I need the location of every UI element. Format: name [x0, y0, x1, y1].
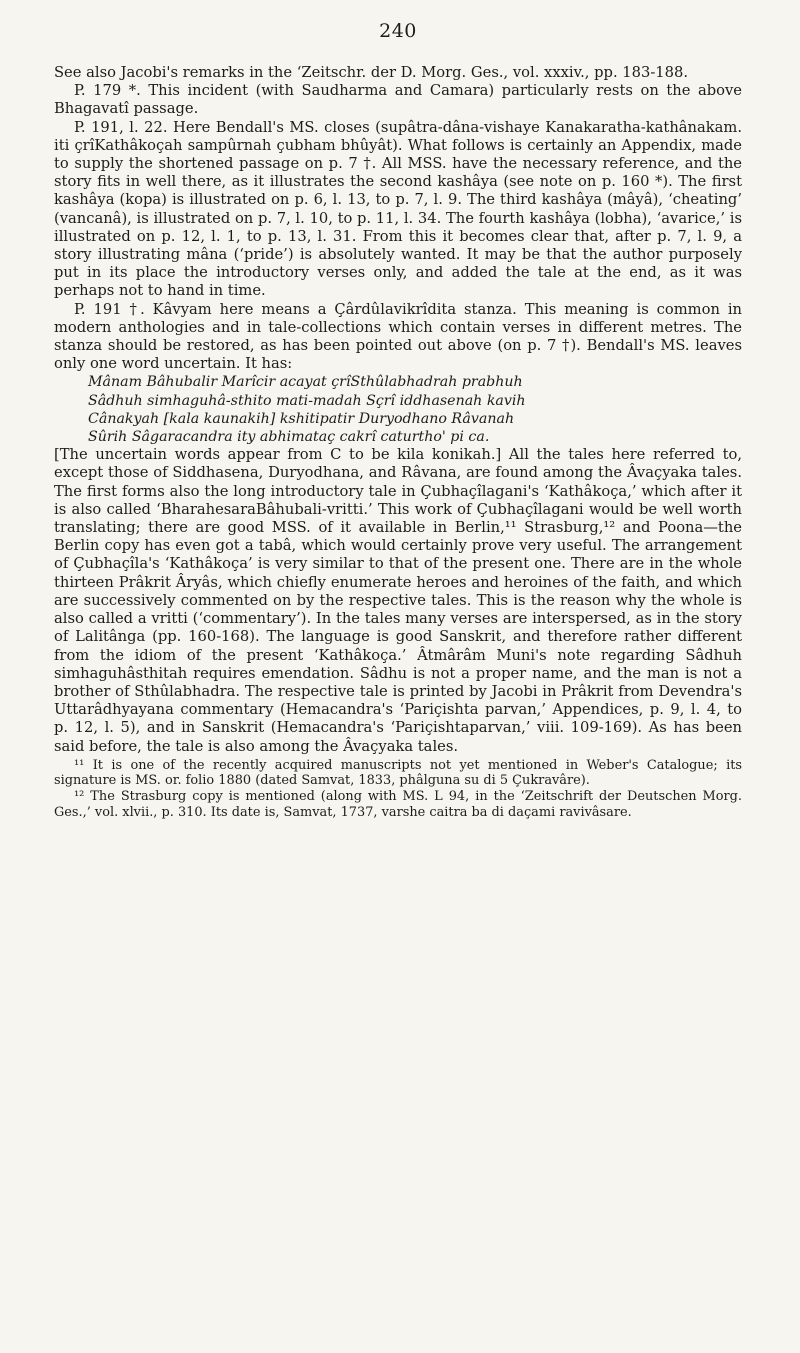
paragraph-uncertain-words: [The uncertain words appear from C to be kila konikah.] All the tales here referred to, except those of Siddhasena, Duryodhana, and Râvana, are found among the Âvaçyaka tales. The first forms also the long introductory tale in Çubhaçîlagani's ‘Kathâkoça,’ which after it is also called ‘BharahesaraBâhubali-vritti.’ This work of Çubhaçîlagani would be well worth translating; there are good MSS. of it available in Berlin,¹¹ Strasburg,¹² and Poona—the Berlin copy has even got a tabâ, which would certainly prove very useful. The arrangement of Çubhaçîla's ‘Kathâkoça’ is very similar to that of the present one. There are in the whole thirteen Prâkrit Âryâs, which chiefly enumerate heroes and heroines of the faith, and which are successively commented on by the respective tales. This is the reason why the whole is also called a vritti (‘commentary’). In the tales many verses are interspersed, as in the story of Lalitânga (pp. 160-168). The language is good Sanskrit, and therefore rather different from the idiom of the present ‘Kathâkoça.’ Âtmârâm Muni's note regarding Sâdhuh simhaguhâsthitah requires emendation. Sâdhu is not a proper name, and the man is not a brother of Sthûlabhadra. The respective tale is printed by Jacobi in Prâkrit from Devendra's Uttarâdhyayana commentary (Hemacandra's ‘Pariçishta parvan,’ Appendices, p. 9, l. 4, to p. 12, l. 5), and in Sanskrit (Hemacandra's ‘Pariçishtaparvan,’ viii. 109-169). As has been said before, the tale is also among the Âvaçyaka tales.	[54, 446, 742, 755]
verse-line: Sûrih Sâgaracandra ity abhimataç cakrî caturtho' pi ca.	[88, 429, 490, 446]
verse-line: Mânam Bâhubalir Marîcir acayat çrîSthûlabhadrah prabhuh	[88, 374, 523, 391]
sanskrit-verse	[54, 373, 742, 446]
page-number: 240	[379, 20, 417, 42]
footnote-11: ¹¹ It is one of the recently acquired manuscripts not yet mentioned in Weber's Catalogue; its signature is MS. or. folio 1880 (dated Samvat, 1833, phâlguna su di 5 Çukravâre).	[54, 757, 742, 789]
main-text	[54, 64, 742, 756]
footnote-12: ¹² The Strasburg copy is mentioned (along with MS. L 94, in the ‘Zeitschrift der Deutschen Morg. Ges.,’ vol. xlvii., p. 310. Its date is, Samvat, 1737, varshe caitra ba di daçami ravivâsare.	[54, 788, 742, 820]
paragraph-p191-dagger-note: P. 191 †. Kâvyam here means a Çârdûlavikrîdita stanza. This meaning is common in modern anthologies and in tale-collections which contain verses in different metres. The stanza should be restored, as has been pointed out above (on p. 7 †). Bendall's MS. leaves only one word uncertain. It has:	[54, 300, 742, 373]
paragraph-p179-note: P. 179 *. This incident (with Saudharma and Camara) particularly rests on the above Bhagavatî passage.	[54, 82, 742, 118]
footnotes	[54, 758, 742, 820]
verse-line: Cânakyah [kala kaunakih] kshitipatir Duryodhano Râvanah	[88, 410, 515, 427]
paragraph-p191-note: P. 191, l. 22. Here Bendall's MS. closes (supâtra-dâna-vishaye Kanakaratha-kathânakam. iti çrîKathâkoçah sampûrnah çubham bhûyât). What follows is certainly an Appendix, made to supply the shortened passage on p. 7 †. All MSS. have the necessary reference, and the story fits in well there, as it illustrates the second kashâya (see note on p. 160 *). The first kashâya (kopa) is illustrated on p. 6, l. 13, to p. 7, l. 9. The third kashâya (mâyâ), ‘cheating’ (vancanâ), is illustrated on p. 7, l. 10, to p. 11, l. 34. The fourth kashâya (lobha), ‘avarice,’ is illustrated on p. 12, l. 1, to p. 13, l. 31. From this it becomes clear that, after p. 7, l. 9, a story illustrating mâna (‘pride’) is absolutely wanted. It may be that the author purposely put in its place the introductory verses only, and added the tale at the end, as it was perhaps not to hand in time.	[54, 118, 742, 300]
paragraph-zeitschr-reference: See also Jacobi's remarks in the ‘Zeitschr. der D. Morg. Ges., vol. xxxiv., pp. 183-188.	[54, 64, 688, 81]
verse-line: Sâdhuh simhaguhâ-sthito mati-madah Sçrî iddhasenah kavih	[88, 392, 526, 409]
